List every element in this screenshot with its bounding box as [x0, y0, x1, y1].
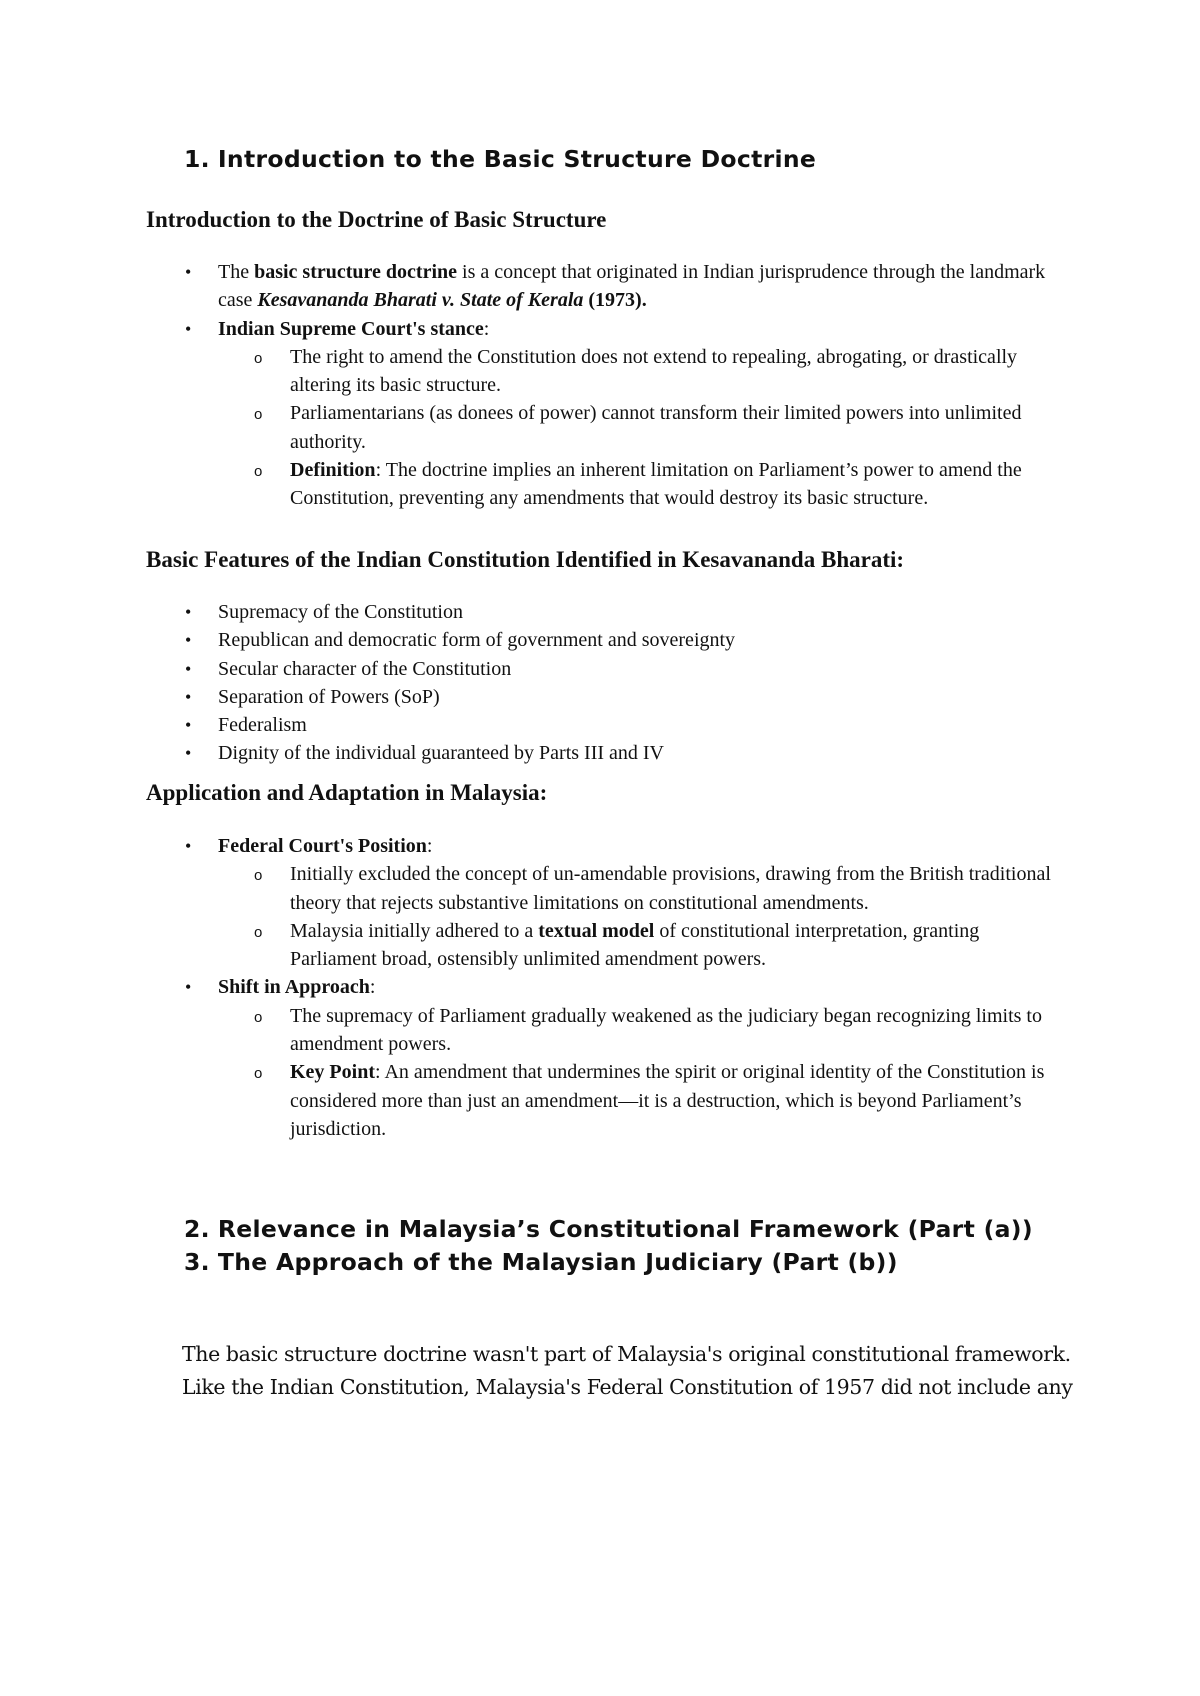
list-item-text: Federalism — [218, 714, 307, 737]
sub-list-item-bold: Key Point — [290, 1061, 375, 1084]
sub-list-item — [146, 1002, 1066, 1059]
list-item — [146, 626, 1066, 654]
list-item — [146, 683, 1066, 711]
sub-list — [218, 860, 1066, 973]
list-item — [146, 832, 1066, 973]
malaysia-heading: Application and Adaptation in Malaysia: — [146, 780, 548, 805]
intro-heading: Introduction to the Doctrine of Basic Structure — [146, 207, 607, 232]
case-name: Kesavananda Bharati v. State of Kerala — [257, 289, 584, 312]
sub-list-item-text: of constitutional interpretation, granting Parliament broad, ostensibly unlimited amendment powers. — [290, 919, 980, 971]
sub-bullet-icon: o — [254, 923, 263, 941]
list-item — [146, 258, 1066, 315]
list-item-text: The — [218, 261, 255, 283]
sub-list-item — [146, 456, 1066, 513]
sub-list-item — [146, 1058, 1066, 1143]
list-item-text: Republican and democratic form of government and sovereignty — [218, 629, 736, 652]
sub-list-item-bold: Definition — [290, 459, 376, 482]
bullet-icon: • — [185, 630, 192, 651]
sub-list-item — [146, 860, 1066, 917]
section-2-title: Relevance in Malaysia’s Constitutional Framework (Part (a)) — [217, 1215, 1033, 1243]
section-2-heading — [184, 1212, 1033, 1246]
list-item-bold: Indian Supreme Court's stance — [218, 317, 484, 340]
bullet-icon: • — [185, 318, 192, 339]
sub-list-item-bold: textual model — [538, 919, 655, 942]
list-item — [146, 315, 1066, 513]
case-year: (1973). — [583, 289, 647, 312]
bullet-icon: • — [185, 743, 192, 764]
section-3-heading — [184, 1245, 898, 1279]
list-item-text: : — [426, 835, 433, 857]
sub-bullet-icon: o — [254, 406, 263, 424]
bullet-icon: • — [185, 262, 192, 282]
section-1-number: 1. — [184, 145, 210, 173]
sub-list-item — [146, 343, 1066, 400]
sub-list-item — [146, 399, 1066, 456]
bullet-icon: • — [185, 836, 192, 856]
sub-list-item-text: Initially excluded the concept of un-amendable provisions, drawing from the British traditional theory that rejects substantive limitations on constitutional amendments. — [290, 863, 1051, 914]
list-item-bold: Shift in Approach — [218, 976, 370, 999]
bullet-icon: • — [185, 715, 192, 736]
list-item-text: Dignity of the individual guaranteed by Parts III and IV — [218, 742, 664, 765]
sub-bullet-icon: o — [254, 1065, 263, 1083]
list-item — [146, 711, 1066, 739]
list-item-text: : — [369, 976, 376, 999]
intro-list — [146, 258, 1066, 513]
list-item — [146, 655, 1066, 683]
section-3-title: The Approach of the Malaysian Judiciary (Part (b)) — [217, 1248, 898, 1276]
sub-bullet-icon: o — [254, 867, 263, 885]
sub-bullet-icon: o — [254, 1008, 263, 1026]
malaysia-list — [146, 832, 1066, 1143]
list-item — [146, 739, 1066, 767]
section-2-number: 2. — [184, 1215, 210, 1243]
bullet-icon: • — [185, 658, 192, 679]
closing-paragraph: The basic structure doctrine wasn't part of Malaysia's original constitutional framework. Like the Indian Constitution, Malaysia's Federal Constitution of 1957 did not include any — [182, 1342, 1073, 1399]
sub-list-item — [146, 917, 1066, 974]
section-1-title: Introduction to the Basic Structure Doctrine — [217, 145, 817, 173]
list-item-text: : — [483, 317, 490, 340]
bullet-icon: • — [185, 977, 192, 998]
list-item-text: Secular character of the Constitution — [218, 657, 512, 680]
bullet-icon: • — [185, 686, 192, 707]
sub-list-item-text: The right to amend the Constitution does not extend to repealing, abrogating, or drastically altering its basic structure. — [290, 345, 1018, 397]
sub-list-item-text: : An amendment that undermines the spirit or original identity of the Constitution is considered more than just an amendment—it is a destruction, which is beyond Parliament’s jurisdiction. — [290, 1061, 1045, 1140]
list-item-text: Separation of Powers (SoP) — [218, 685, 440, 708]
sub-list-item-text: The supremacy of Parliament gradually weakened as the judiciary began recognizing limits to amendment powers. — [290, 1004, 1042, 1056]
list-item-bold: basic structure doctrine — [254, 261, 458, 283]
sub-bullet-icon: o — [254, 349, 263, 367]
section-1-heading — [184, 142, 816, 176]
sub-bullet-icon: o — [254, 463, 263, 481]
list-item-bold: Federal Court's Position — [218, 835, 427, 857]
sub-list-item-text: Parliamentarians (as donees of power) cannot transform their limited powers into unlimited authority. — [290, 402, 1022, 453]
sub-list — [218, 1002, 1066, 1143]
bullet-icon: • — [185, 602, 192, 622]
list-item — [146, 973, 1066, 1143]
section-3-number: 3. — [184, 1248, 210, 1276]
list-item — [146, 598, 1066, 626]
features-heading: Basic Features of the Indian Constitution Identified in Kesavananda Bharati: — [146, 547, 905, 572]
features-list — [146, 598, 1066, 768]
document-page — [146, 0, 1073, 1696]
sub-list — [218, 343, 1066, 513]
list-item-text: is a concept that originated in Indian jurisprudence through the landmark case — [218, 261, 1046, 312]
sub-list-item-text: Malaysia initially adhered to a — [290, 919, 539, 942]
list-item-text: Supremacy of the Constitution — [218, 601, 463, 623]
sub-list-item-text: : The doctrine implies an inherent limitation on Parliament’s power to amend the Constitution, preventing any amendments that would destroy its basic structure. — [290, 459, 1022, 510]
